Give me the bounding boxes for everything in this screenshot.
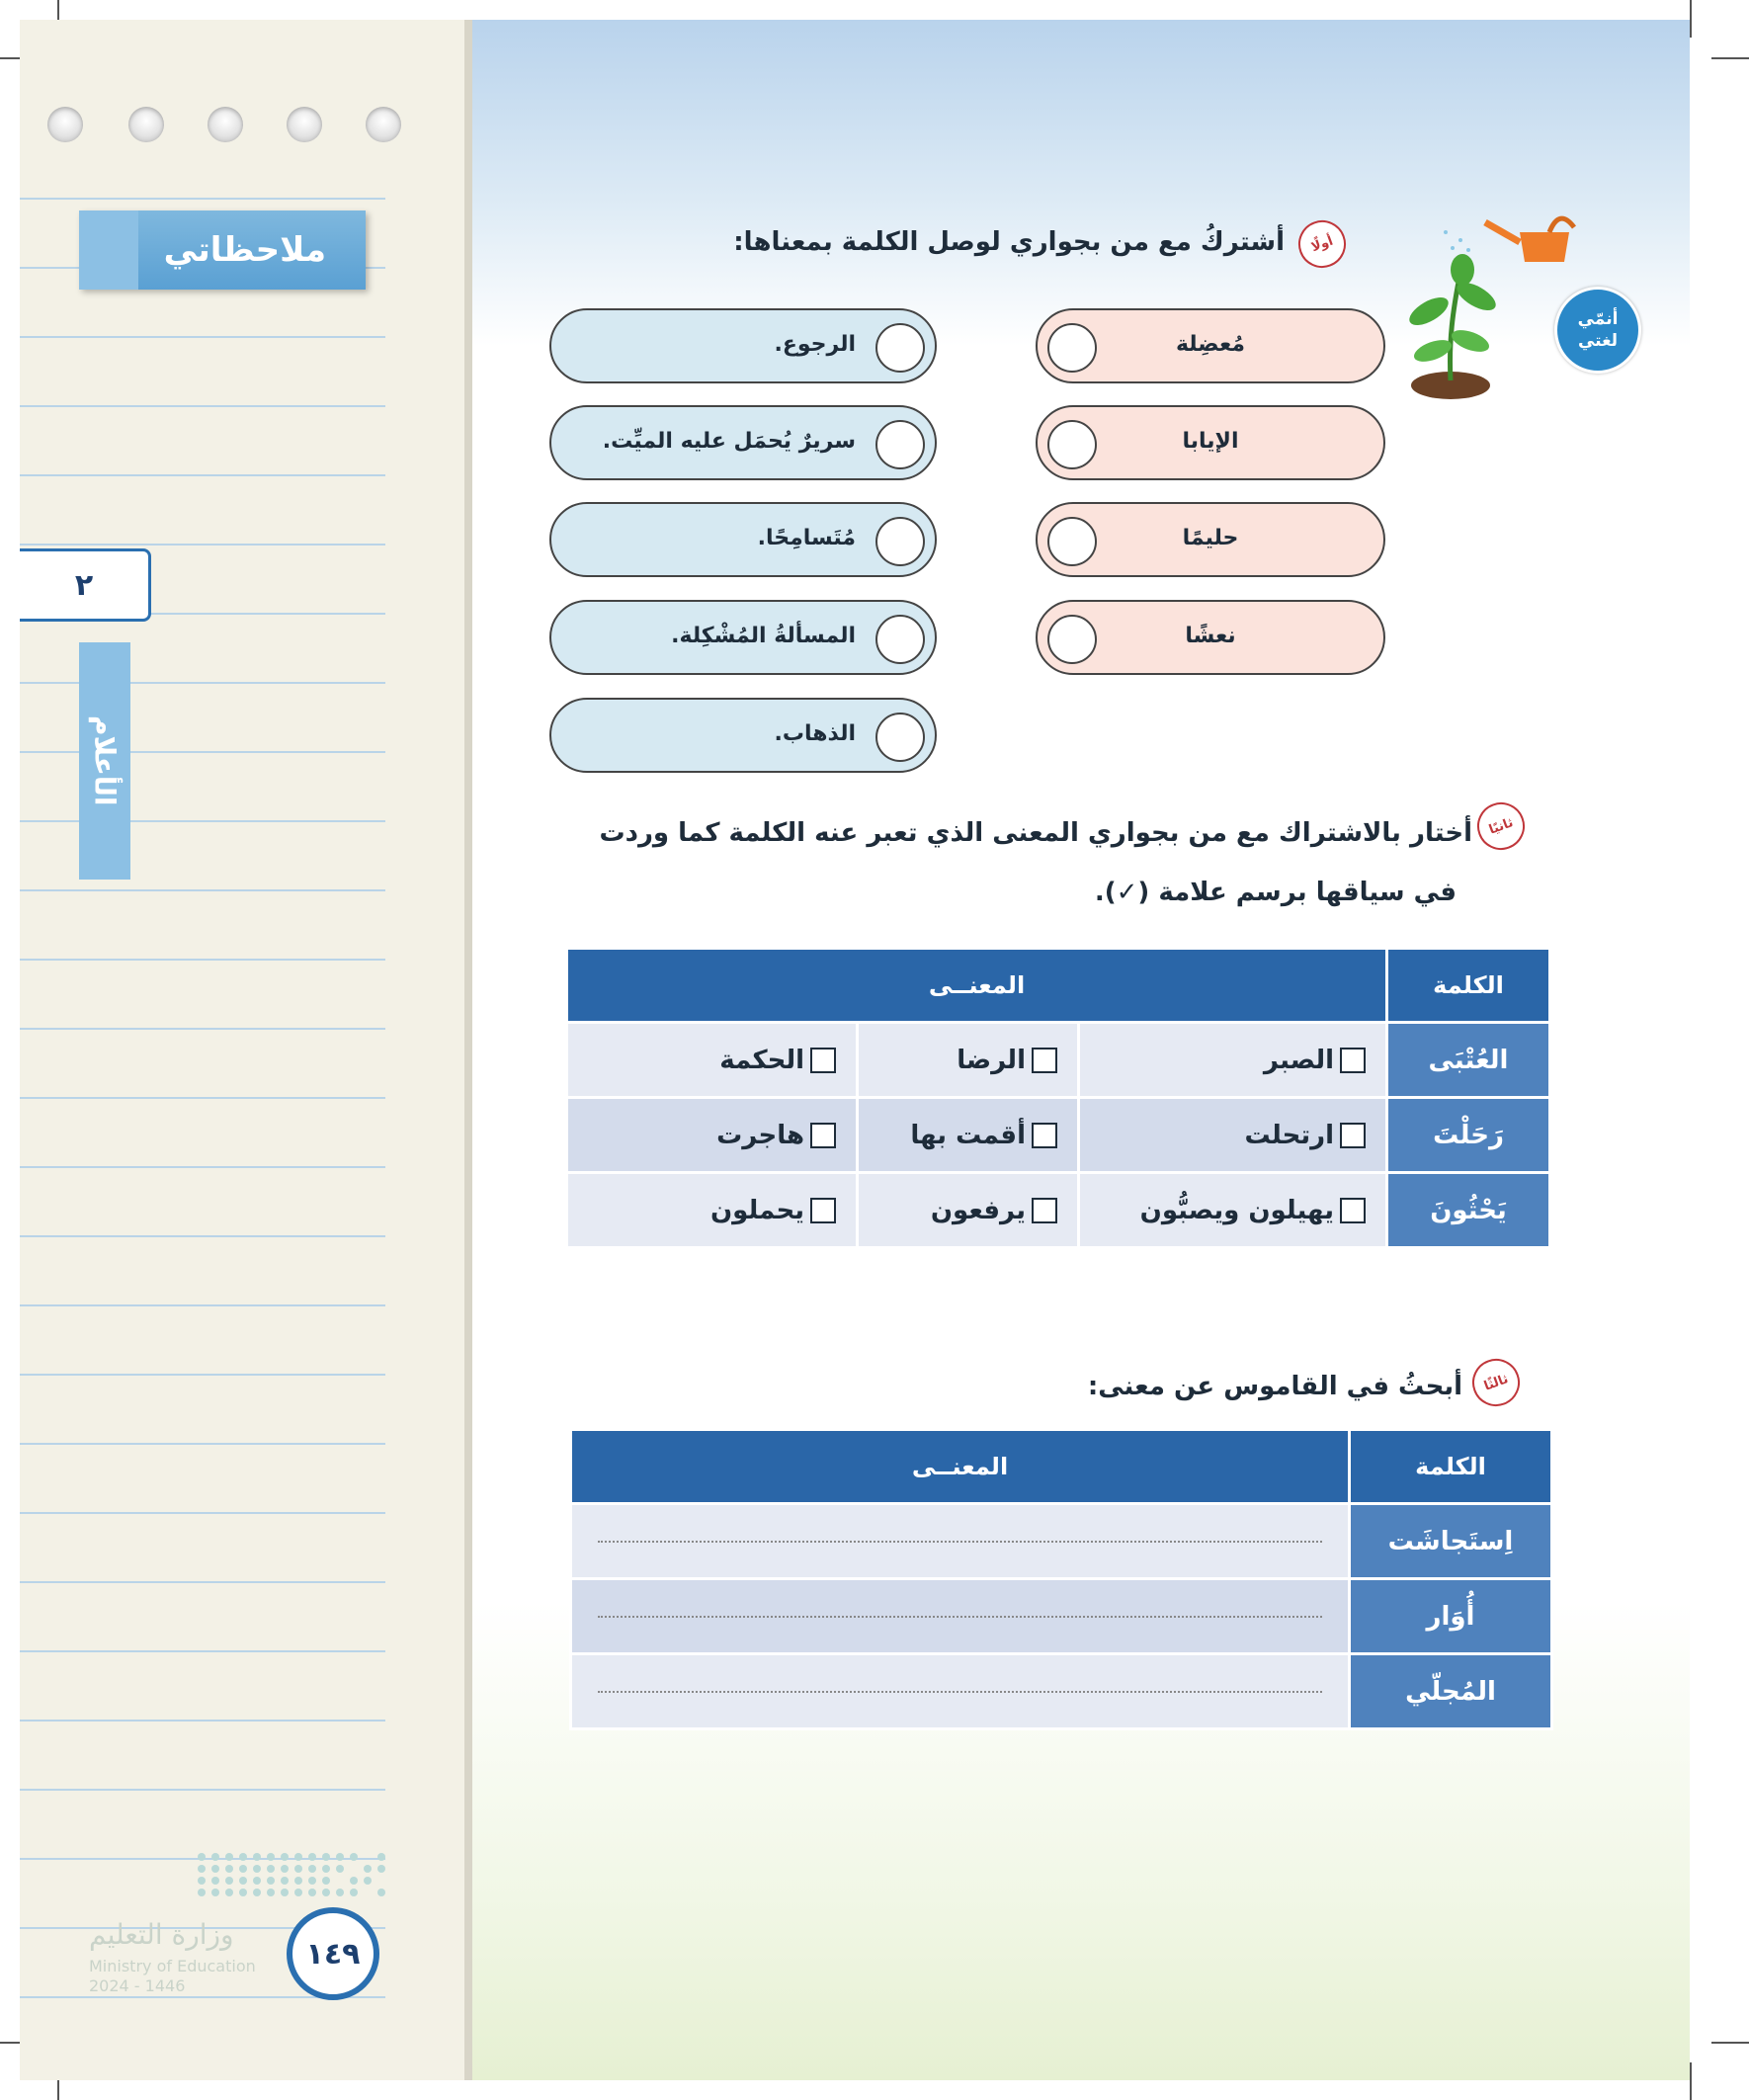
meaning-pill[interactable] xyxy=(549,405,937,480)
table-row xyxy=(567,1023,1550,1098)
crop-mark xyxy=(1690,0,1692,38)
ruled-line xyxy=(20,751,385,753)
connector-circle[interactable] xyxy=(875,323,925,373)
checkbox[interactable] xyxy=(1032,1048,1057,1073)
checkbox[interactable] xyxy=(810,1048,836,1073)
header-meaning: المعنــى xyxy=(571,1430,1350,1504)
ministry-name-en: Ministry of Education xyxy=(89,1957,256,1975)
logo-dot xyxy=(239,1853,247,1861)
checkbox[interactable] xyxy=(810,1198,836,1223)
connector-circle[interactable] xyxy=(875,517,925,566)
connector-circle[interactable] xyxy=(875,420,925,469)
section2-instruction-line2: في سياقها برسم علامة (✓). xyxy=(1094,878,1457,907)
logo-dot xyxy=(377,1889,385,1896)
section2-instruction-line1: أختار بالاشتراك مع من بجواري المعنى الذي تعبر عنه الكلمة كما وردت xyxy=(599,818,1472,848)
logo-dot xyxy=(377,1865,385,1873)
notes-title-text: ملاحظاتي xyxy=(163,230,326,270)
ministry-dots-icon xyxy=(198,1853,395,1902)
meaning-text: المسألةُ المُشْكِلة. xyxy=(671,624,856,648)
option-cell[interactable]: الحكمة xyxy=(567,1023,858,1098)
table-row xyxy=(567,1173,1550,1248)
logo-dot xyxy=(377,1853,385,1861)
ruled-line xyxy=(20,1028,385,1030)
ruled-line xyxy=(20,1235,385,1237)
logo-dot xyxy=(267,1865,275,1873)
header-word: الكلمة xyxy=(1387,949,1550,1023)
option-cell[interactable]: يهيلون ويصبُّون xyxy=(1079,1173,1387,1248)
ruled-line xyxy=(20,1304,385,1306)
notes-title xyxy=(79,210,366,290)
connector-circle[interactable] xyxy=(875,615,925,664)
header-meaning: المعنــى xyxy=(567,949,1387,1023)
logo-dot xyxy=(211,1889,219,1896)
option-cell[interactable]: أقمت بها xyxy=(858,1098,1079,1173)
logo-dot xyxy=(253,1865,261,1873)
ruled-line xyxy=(20,1374,385,1376)
logo-dot xyxy=(294,1853,302,1861)
word-pill[interactable] xyxy=(1036,308,1385,383)
table-row xyxy=(571,1504,1552,1579)
logo-dot xyxy=(281,1853,289,1861)
logo-dot xyxy=(281,1889,289,1896)
section3-badge: ثالثًا xyxy=(1465,1352,1527,1413)
word-text: الإيابا xyxy=(1182,429,1239,454)
logo-dot xyxy=(211,1865,219,1873)
logo-dot xyxy=(239,1877,247,1885)
word-cell: اِستَجاشَت xyxy=(1350,1504,1552,1579)
logo-dot xyxy=(267,1889,275,1896)
word-text: نعشًا xyxy=(1185,624,1236,648)
logo-dot xyxy=(350,1889,358,1896)
logo-dot xyxy=(281,1877,289,1885)
logo-dot xyxy=(350,1853,358,1861)
logo-dot xyxy=(211,1853,219,1861)
logo-dot xyxy=(253,1853,261,1861)
logo-dot xyxy=(322,1853,330,1861)
ruled-line xyxy=(20,1097,385,1099)
binder-hole xyxy=(47,107,83,142)
logo-dot xyxy=(198,1853,206,1861)
unit-number: ٢ xyxy=(20,548,151,622)
word-text: حليمًا xyxy=(1182,526,1239,550)
logo-dot xyxy=(267,1853,275,1861)
brand-line1: أنمّي xyxy=(1577,308,1619,329)
logo-dot xyxy=(350,1877,358,1885)
table-row xyxy=(571,1579,1552,1654)
textbook-page xyxy=(20,20,1690,2080)
watering-plant-icon xyxy=(1391,193,1589,410)
ruled-line xyxy=(20,959,385,961)
dictionary-table xyxy=(569,1428,1553,1730)
logo-dot xyxy=(322,1877,330,1885)
page-number: ١٤٩ xyxy=(287,1907,379,2000)
unit-name: الأعلام xyxy=(79,642,130,880)
ruled-line xyxy=(20,1512,385,1514)
word-text: مُعضِلة xyxy=(1175,332,1246,357)
ruled-line xyxy=(20,1581,385,1583)
checkbox[interactable] xyxy=(1032,1123,1057,1148)
logo-dot xyxy=(336,1865,344,1873)
logo-dot xyxy=(267,1877,275,1885)
logo-dot xyxy=(225,1853,233,1861)
ruled-line xyxy=(20,405,385,407)
notes-tab xyxy=(79,210,138,290)
meaning-pill[interactable] xyxy=(549,600,937,675)
logo-dot xyxy=(308,1865,316,1873)
binder-hole xyxy=(128,107,164,142)
checkbox[interactable] xyxy=(1340,1198,1366,1223)
section2-badge: ثانيًا xyxy=(1470,796,1532,857)
word-cell: رَحَلْتَ xyxy=(1387,1098,1550,1173)
ruled-line xyxy=(20,820,385,822)
option-cell[interactable]: الصبر xyxy=(1079,1023,1387,1098)
logo-dot xyxy=(364,1865,372,1873)
section1-instruction: أشتركُ مع من بجواري لوصل الكلمة بمعناها: xyxy=(733,227,1285,257)
meaning-text: سريرٌ يُحمَل عليه الميِّت. xyxy=(602,429,856,454)
brand-badge xyxy=(1554,287,1641,374)
option-cell[interactable]: هاجرت xyxy=(567,1098,858,1173)
option-cell[interactable]: يرفعون xyxy=(858,1173,1079,1248)
meaning-text: الذهاب. xyxy=(774,721,856,746)
checkbox[interactable] xyxy=(810,1123,836,1148)
table-row xyxy=(567,1098,1550,1173)
logo-dot xyxy=(253,1877,261,1885)
logo-dot xyxy=(239,1865,247,1873)
word-cell: أُوَار xyxy=(1350,1579,1552,1654)
logo-dot xyxy=(336,1889,344,1896)
ruled-line xyxy=(20,889,385,891)
logo-dot xyxy=(322,1889,330,1896)
ruled-line xyxy=(20,1789,385,1791)
ministry-name-ar: وزارة التعليم xyxy=(89,1918,234,1951)
checkbox[interactable] xyxy=(1340,1048,1366,1073)
crop-mark xyxy=(1690,2062,1692,2100)
notes-sidebar xyxy=(20,20,472,2080)
meaning-pill[interactable] xyxy=(549,698,937,773)
logo-dot xyxy=(225,1889,233,1896)
logo-dot xyxy=(225,1865,233,1873)
binder-hole xyxy=(208,107,243,142)
section1-badge: أولًا xyxy=(1291,213,1353,275)
ruled-line xyxy=(20,1650,385,1652)
connector-circle[interactable] xyxy=(875,713,925,762)
logo-dot xyxy=(253,1889,261,1896)
word-pill[interactable] xyxy=(1036,502,1385,577)
answer-line[interactable] xyxy=(571,1504,1350,1579)
ruled-line xyxy=(20,544,385,546)
meaning-pill[interactable] xyxy=(549,502,937,577)
ruled-line xyxy=(20,474,385,476)
table-row xyxy=(571,1654,1552,1729)
logo-dot xyxy=(198,1889,206,1896)
ruled-line xyxy=(20,198,385,200)
logo-dot xyxy=(308,1889,316,1896)
binder-hole xyxy=(287,107,322,142)
word-cell: المُجلّي xyxy=(1350,1654,1552,1729)
logo-dot xyxy=(294,1877,302,1885)
answer-line[interactable] xyxy=(571,1654,1350,1729)
word-cell: يَحْثُونَ xyxy=(1387,1173,1550,1248)
meaning-text: مُتَسامِحًا. xyxy=(757,526,856,550)
header-word: الكلمة xyxy=(1350,1430,1552,1504)
logo-dot xyxy=(322,1865,330,1873)
checkbox[interactable] xyxy=(1032,1198,1057,1223)
logo-dot xyxy=(211,1877,219,1885)
answer-line[interactable] xyxy=(571,1579,1350,1654)
word-pill[interactable] xyxy=(1036,405,1385,480)
word-cell: العُتْبَى xyxy=(1387,1023,1550,1098)
option-cell[interactable]: ارتحلت xyxy=(1079,1098,1387,1173)
brand-line2: لغتي xyxy=(1577,331,1619,351)
logo-dot xyxy=(308,1853,316,1861)
ruled-line xyxy=(20,1166,385,1168)
logo-dot xyxy=(225,1877,233,1885)
logo-dot xyxy=(308,1877,316,1885)
logo-dot xyxy=(281,1865,289,1873)
logo-dot xyxy=(336,1853,344,1861)
ruled-line xyxy=(20,336,385,338)
logo-dot xyxy=(294,1865,302,1873)
meaning-text: الرجوع. xyxy=(774,332,856,357)
logo-dot xyxy=(364,1877,372,1885)
checkbox[interactable] xyxy=(1340,1123,1366,1148)
main-content xyxy=(472,20,1690,2080)
option-cell[interactable]: الرضا xyxy=(858,1023,1079,1098)
logo-dot xyxy=(198,1865,206,1873)
logo-dot xyxy=(294,1889,302,1896)
choice-table xyxy=(565,947,1551,1249)
option-cell[interactable]: يحملون xyxy=(567,1173,858,1248)
logo-dot xyxy=(198,1877,206,1885)
ruled-line xyxy=(20,1443,385,1445)
meaning-pill[interactable] xyxy=(549,308,937,383)
ruled-line xyxy=(20,1720,385,1722)
crop-mark xyxy=(1711,2042,1749,2044)
ruled-line xyxy=(20,682,385,684)
ministry-year: 2024 - 1446 xyxy=(89,1976,186,1995)
logo-dot xyxy=(239,1889,247,1896)
section3-instruction: أبحثُ في القاموس عن معنى: xyxy=(1087,1372,1462,1401)
binder-hole xyxy=(366,107,401,142)
crop-mark xyxy=(1711,57,1749,59)
word-pill[interactable] xyxy=(1036,600,1385,675)
